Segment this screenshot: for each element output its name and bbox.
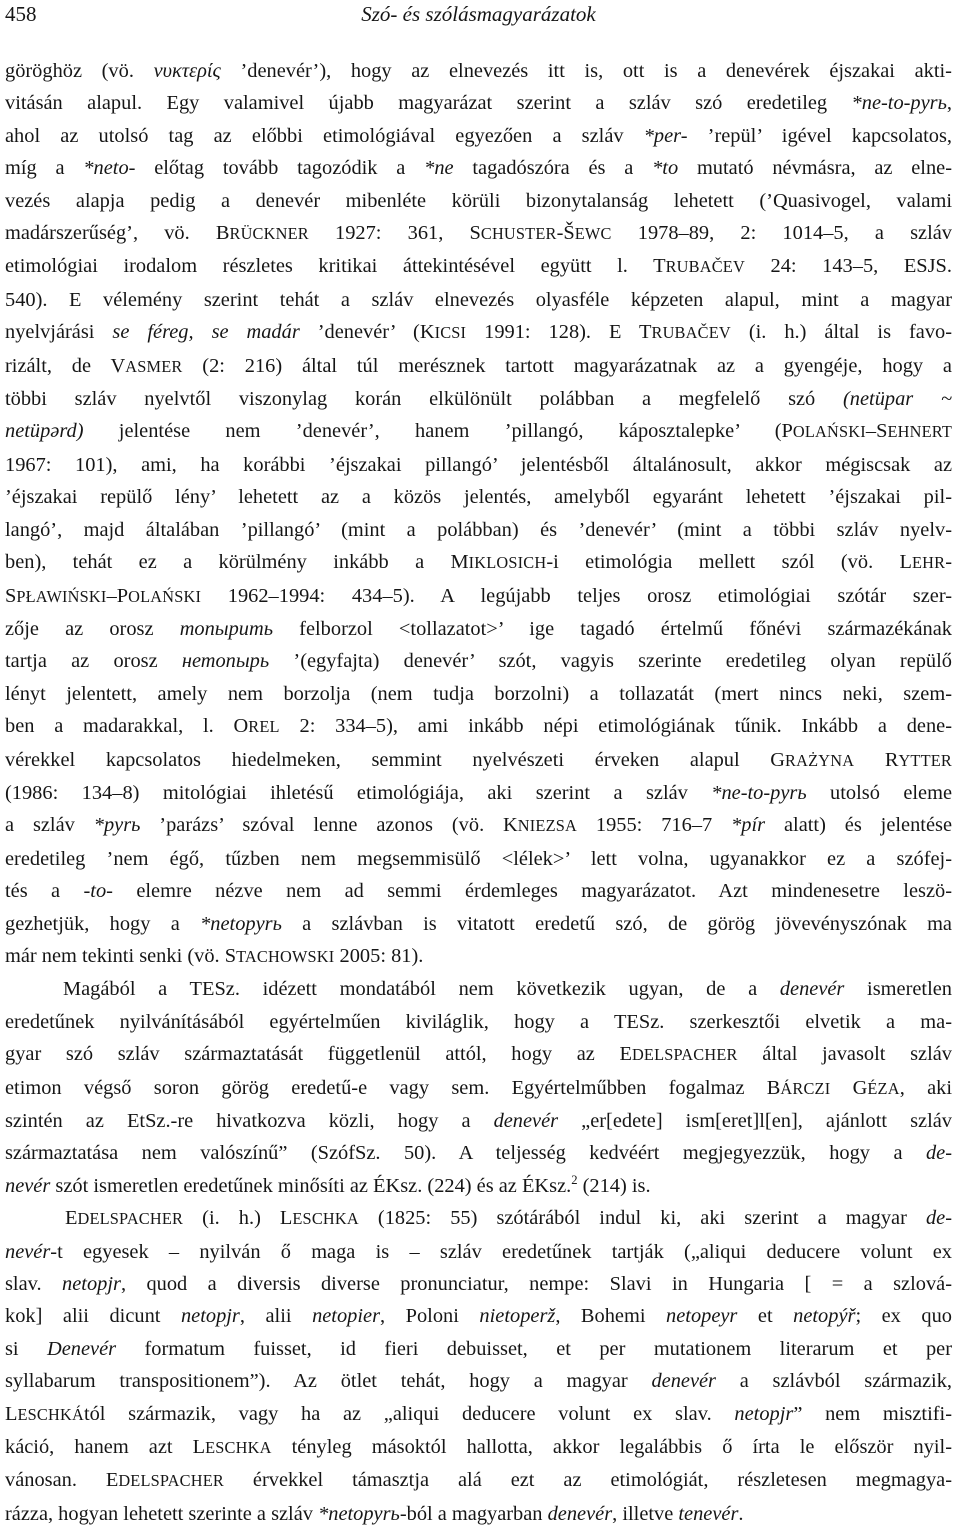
author-name: RAŻYNA bbox=[785, 750, 855, 770]
text-line: nevér szót ismeretlen eredetűnek minősíti az ÉKsz. (224) és az ÉKsz.$^2$ (214) is. bbox=[5, 1173, 651, 1197]
italic-term: nietoperž bbox=[479, 1305, 556, 1328]
italic-term: netopjr bbox=[180, 1305, 240, 1328]
body-text bbox=[5, 55, 952, 1530]
author-name: ESCHKÁ bbox=[17, 1404, 84, 1424]
text-line: 1967: 101), ami, ha korábbi ’éjszakai pillangó’ jelentésből általánosult, akkor mégiscsak az bbox=[5, 453, 952, 476]
italic-term: denevér bbox=[547, 1502, 613, 1525]
author-name: ASMER bbox=[125, 356, 183, 376]
author-name: ESCHKA bbox=[205, 1438, 272, 1458]
text-line: eredetileg ’nem égő, tűzben nem megsemmisülő <lélek>’ lett volna, ugyanakkor ez a szófej- bbox=[5, 847, 952, 870]
author-name: RUBAČEV bbox=[651, 323, 731, 343]
text-line: madárszerűség’, vö. BRÜCKNER 1927: 361, SCHUSTER-ŠEWC 1978–89, 2: 1014–5, a szláv bbox=[5, 222, 953, 245]
italic-term: se féreg, se madár bbox=[112, 321, 300, 344]
text-line: langó’, majd általában ’pillangó’ (mint a polábban) és ’denevér’ (mint a többi szláv nyelv- bbox=[5, 518, 952, 541]
text-line: ’éjszakai repülő lény’ lehetett az a közös jelentés, amelyből egyaránt lehetett ’éjszakai pil- bbox=[5, 486, 952, 509]
page-header bbox=[5, 0, 952, 30]
italic-term: tenevér bbox=[678, 1502, 739, 1525]
text-line: rizált, de VASMER (2: 216) által túl merésznek tartott magyarázatnak az a gyengéje, hogy a bbox=[5, 354, 952, 377]
author-name: PŁAWIŃSKI bbox=[16, 586, 107, 606]
italic-term: denevér bbox=[493, 1110, 559, 1132]
text-line: 540). E vélemény szerint tehát a szláv elnevezés olyasféle képzeten alapul, mint a magyar bbox=[5, 288, 952, 311]
author-name: CHUSTER bbox=[480, 224, 557, 244]
italic-term: *ne-to-pyrь bbox=[851, 92, 947, 115]
text-line: netüpərd) jelentése nem ’denevér’, hanem ’pillangó, káposztalepke’ (POLAŃSKI–SEHNERT bbox=[5, 420, 952, 443]
author-name: YTTER bbox=[898, 750, 952, 770]
author-name: NIEZSA bbox=[517, 816, 577, 836]
author-name: ICSI bbox=[434, 323, 467, 343]
text-line: a szláv *pyrь ’parázs’ szóval lenne azonos (vö. KNIEZSA 1955: 716–7 *pír alatt) és jelentése bbox=[5, 814, 952, 837]
italic-term: -to- bbox=[83, 880, 113, 903]
italic-term: netopier bbox=[312, 1305, 381, 1328]
italic-term: netopjr bbox=[62, 1273, 121, 1296]
italic-term: netopjr bbox=[734, 1402, 794, 1425]
author-name: DELSPACHER bbox=[77, 1209, 184, 1229]
text-line: kok] alii dicunt netopjr, alii netopier, Poloni nietoperž, Bohemi netopeyr et netopýř; ex quo bbox=[5, 1305, 952, 1328]
text-line: slav. netopjr, quod a diversis diverse pronunciatur, nempe: Slavi in Hungaria [ = a szlová- bbox=[5, 1273, 952, 1296]
author-name: ESCHKA bbox=[292, 1209, 359, 1229]
running-title: Szó- és szólásmagyarázatok bbox=[361, 2, 596, 26]
text-line: vezés alapja pedig a denevér mibenléte körüli bizonytalanság lehetett (’Quasivogel, valami bbox=[5, 189, 952, 212]
text-line: göröghöz (vö. νυκτερίς ’denevér’), hogy az elnevezés itt is, ott is a denevérek éjszakai akti- bbox=[5, 60, 952, 82]
text-line: míg a *neto- előtag tovább tagozódik a *ne tagadószóra és a *to mutató névmásra, az elne- bbox=[5, 157, 953, 180]
author-name: OLAŃSKI bbox=[128, 586, 202, 606]
author-name: TACHOWSKI bbox=[236, 946, 335, 966]
italic-term: nevér bbox=[5, 1174, 51, 1197]
author-name: IKLOSICH bbox=[468, 553, 547, 573]
text-line: EDELSPACHER (i. h.) LESCHKA (1825: 55) szótárából indul ki, aki szerint a magyar de- bbox=[65, 1207, 952, 1230]
italic-term: *pyrь bbox=[93, 814, 141, 837]
text-line: eredetűnek nyilvánításából egyértelműen kiviláglik, hogy a TESz. szerkesztői elvetik a ma- bbox=[5, 1010, 952, 1033]
text-line: tés a -to- elemre nézve nem ad semmi érdemleges magyarázatot. Azt mindenesetre leszö- bbox=[5, 880, 952, 903]
author-name: RUBAČEV bbox=[665, 257, 745, 277]
italic-term: de- bbox=[925, 1207, 952, 1230]
italic-term: *to bbox=[652, 157, 679, 180]
italic-term: *ne-to-pyrь bbox=[711, 781, 807, 804]
text-line: gezhetjük, hogy a *netopyrь a szlávban is vitatott eredetű szó, de görög jövevényszónak ma bbox=[5, 912, 952, 935]
text-line: ahol az utolsó tag az előbbi etimológiával egyezően a szláv *per- ’repül’ igével kapcsolatos, bbox=[5, 124, 953, 147]
text-line: zője az orosz топырить felborzol <tollazatot>’ ige tagadó értelmű főnévi származékának bbox=[5, 617, 952, 640]
italic-term: *pír bbox=[731, 814, 766, 837]
text-line: káció, hanem azt LESCHKA tényleg másoktól hallotta, akkor legalábbis ő írta le először nyil- bbox=[5, 1436, 953, 1459]
text-line: ben), tehát ez a körülmény inkább a MIKLOSICH-i etimológia mellett szól (vö. LEHR- bbox=[5, 551, 953, 574]
italic-term: denevér bbox=[651, 1370, 716, 1393]
author-name: EHR bbox=[911, 553, 946, 573]
author-name: RÜCKNER bbox=[229, 224, 309, 244]
italic-term: νυκτερίς bbox=[153, 60, 221, 82]
author-name: OLAŃSKI bbox=[792, 422, 866, 442]
text-line: vitásán alapul. Egy valamivel újabb magyarázat szerint a szláv szó eredetileg *ne-to-pyrь, bbox=[5, 92, 952, 115]
text-line: Magából a TESz. idézett mondatából nem következik ugyan, de a denevér ismeretlen bbox=[63, 978, 952, 1001]
text-line: nyelvjárási se féreg, se madár ’denevér’ (KICSI 1991: 128). E TRUBAČEV (i. h.) által is favo- bbox=[5, 321, 953, 344]
text-line: tartja az orosz нетопырь ’(egyfajta) denevér’ szót, vagyis szerinte eredetileg olyan repülő bbox=[5, 650, 952, 673]
text-line: si Denevér formatum fuisset, id fieri debuisset, et per mutationem literarum et per bbox=[5, 1337, 952, 1360]
italic-term: нетопырь bbox=[181, 650, 270, 673]
author-name: EWC bbox=[574, 224, 612, 244]
italic-term: nevér bbox=[5, 1240, 51, 1263]
text-line: vérekkel kapcsolatos hiedelmeken, semmint nyelvészeti érveken alapul GRAŻYNA RYTTER bbox=[5, 748, 952, 771]
text-line: (1986: 134–8) mitológiai ihletésű etimológiája, aki szerint a szláv *ne-to-pyrь utolsó eleme bbox=[5, 781, 952, 804]
italic-term: netüpərd) bbox=[5, 420, 84, 443]
text-line: származtatása nem valószínű” (SzófSz. 50). A teljesség kedvéért megjegyezzük, hogy a de- bbox=[5, 1142, 952, 1165]
author-name: DELSPACHER bbox=[118, 1471, 224, 1491]
author-name: REL bbox=[248, 717, 280, 737]
italic-term: netopeyr bbox=[666, 1305, 738, 1328]
page-number: 458 bbox=[5, 2, 37, 26]
author-name: ÉZA bbox=[867, 1078, 900, 1098]
author-name: ÁRCZI bbox=[780, 1078, 831, 1098]
author-name: EHNERT bbox=[887, 422, 952, 442]
text-line: syllabarum transpositionem”). Az ötlet tehát, hogy a magyar denevér a szlávból származik, bbox=[5, 1370, 953, 1393]
author-name: DELSPACHER bbox=[631, 1045, 738, 1065]
paragraph-container bbox=[5, 55, 952, 1530]
text-line: gyar szó szláv származtatását függetlenül attól, hogy az EDELSPACHER által javasolt szláv bbox=[5, 1043, 952, 1066]
text-line: etimológiai irodalom részletes kritikai áttekintésével együtt l. TRUBAČEV 24: 143–5, ESJS. bbox=[5, 255, 952, 278]
italic-term: *netopyrь bbox=[318, 1502, 400, 1525]
text-line: szintén az EtSz.-re hivatkozva közli, hogy a denevér „er[edete] ism[eret]l[en], ajánlott szláv bbox=[5, 1110, 952, 1132]
italic-term: netopýř bbox=[793, 1305, 856, 1328]
superscript: 2 bbox=[571, 1173, 578, 1188]
text-line: nevér-t egyesek – nyilván ő maga is – szláv eredetűnek tartják („aliqui deducere volunt ex bbox=[5, 1240, 952, 1263]
text-line: már nem tekinti senki (vö. STACHOWSKI 2005: 81). bbox=[5, 944, 424, 967]
italic-term: (netüpar ~ bbox=[843, 388, 952, 411]
italic-term: de- bbox=[925, 1142, 952, 1165]
text-line: többi szláv nyelvtől viszonylag korán elkülönült polábban a megfelelő szó (netüpar ~ bbox=[5, 388, 952, 411]
text-line: etimon végső soron görög eredetű-e vagy sem. Egyértelműbben fogalmaz BÁRCZI GÉZA, aki bbox=[5, 1076, 952, 1099]
italic-term: *neto- bbox=[83, 157, 136, 180]
italic-term: denevér bbox=[779, 978, 845, 1001]
text-line: rázza, hogyan lehetett szerinte a szláv *netopyrь-ból a magyarban denevér, illetve tenevér. bbox=[5, 1502, 744, 1525]
text-line: LESCHKÁtól származik, vagy ha az „aliqui deducere volunt ex slav. netopjr” nem misztifi- bbox=[5, 1402, 952, 1425]
italic-term: топырить bbox=[179, 617, 274, 640]
italic-term: *ne bbox=[424, 157, 454, 180]
text-line: SPŁAWIŃSKI–POLAŃSKI 1962–1994: 434–5). A legújabb teljes orosz etimológiai szótár szer- bbox=[5, 584, 952, 607]
text-line: ben a madarakkal, l. OREL 2: 334–5), ami inkább népi etimológiának tűnik. Inkább a dene- bbox=[5, 715, 953, 738]
italic-term: *netopyrь bbox=[200, 912, 282, 935]
italic-term: Denevér bbox=[47, 1337, 117, 1360]
text-line: lényt jelentett, amely nem borzolja (nem tudja borzolni) a tollazatát (mert nincs neki, szem- bbox=[5, 682, 952, 705]
text-line: vánosan. EDELSPACHER érvekkel támasztja alá ezt az etimológiát, részletesen megmagya- bbox=[5, 1469, 953, 1492]
italic-term: *per- bbox=[643, 124, 688, 147]
